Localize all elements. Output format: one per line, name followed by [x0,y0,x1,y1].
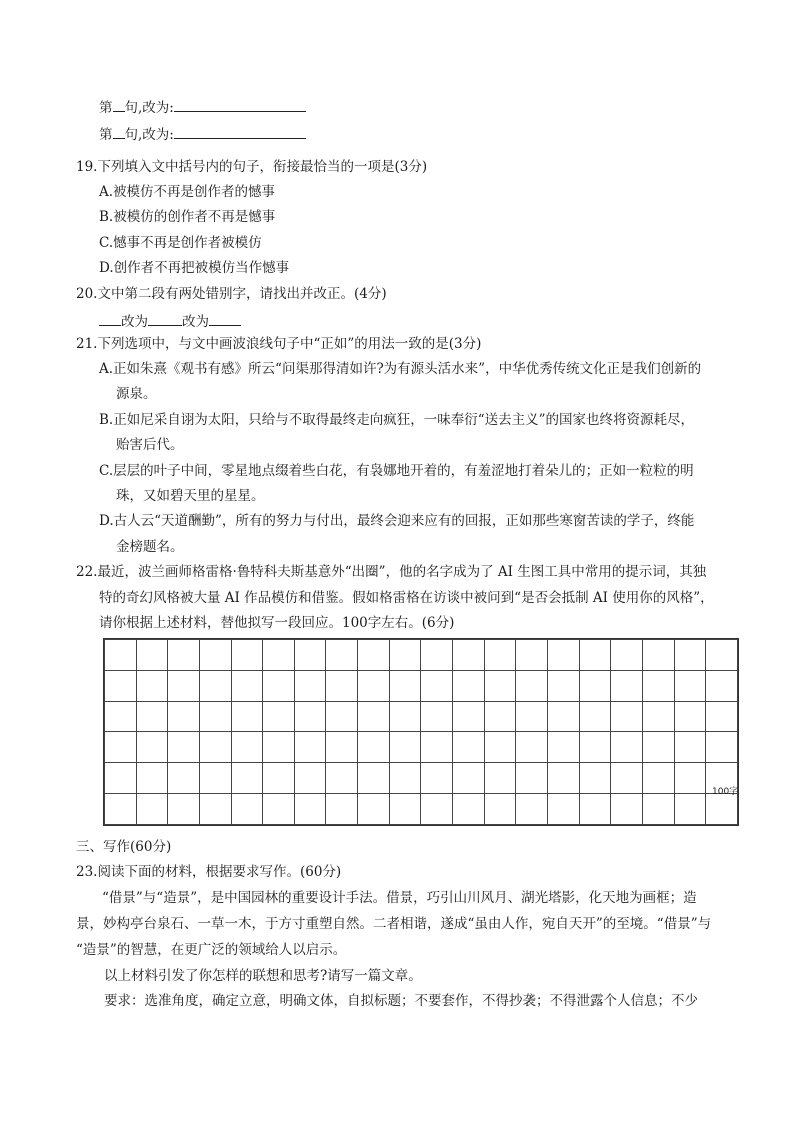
grid-cell[interactable] [516,732,548,763]
grid-cell[interactable] [358,763,390,794]
grid-cell[interactable] [358,640,390,671]
q23-material-line-3: “造景”的智慧，在更广泛的领域给人以启示。 [76,942,347,958]
grid-cell[interactable] [168,794,200,825]
grid-cell[interactable] [611,701,643,732]
blank[interactable] [174,124,306,139]
grid-cell[interactable] [453,763,485,794]
q19-option-a: A.被模仿不再是创作者的憾事 [99,184,276,200]
q19-option-b: B.被模仿的创作者不再是憾事 [99,209,276,225]
blank[interactable] [174,97,306,112]
grid-cell[interactable] [105,763,137,794]
grid-cell[interactable] [199,732,231,763]
grid-cell[interactable] [516,794,548,825]
grid-cell[interactable] [231,701,263,732]
grid-cell[interactable] [168,763,200,794]
grid-cell[interactable] [326,701,358,732]
grid-cell[interactable] [136,670,168,701]
grid-cell[interactable] [453,732,485,763]
grid-cell[interactable] [168,670,200,701]
blank[interactable] [209,311,241,326]
q21-option-d-cont: 金榜题名。 [116,539,184,555]
blank[interactable] [113,97,125,112]
grid-cell[interactable] [706,640,738,671]
blank[interactable] [99,311,121,326]
grid-cell[interactable] [516,763,548,794]
q23-prompt: 以上材料引发了你怎样的联想和思考?请写一篇文章。 [104,968,422,984]
grid-cell[interactable] [453,794,485,825]
grid-cell[interactable] [168,640,200,671]
grid-cell[interactable] [326,732,358,763]
grid-cell[interactable] [263,640,295,671]
q21-option-b-cont: 贻害后代。 [116,437,184,453]
grid-cell[interactable] [358,701,390,732]
grid-cell[interactable] [389,670,421,701]
grid-cell[interactable] [136,763,168,794]
grid-cell[interactable] [579,670,611,701]
grid-cell[interactable] [294,640,326,671]
grid-cell[interactable] [168,701,200,732]
grid-cell[interactable] [484,763,516,794]
grid-cell[interactable] [547,640,579,671]
grid-cell[interactable] [231,763,263,794]
q19-option-c: C.憾事不再是创作者被模仿 [99,235,262,251]
q19-stem: 19.下列填入文中括号内的句子，衔接最恰当的一项是(3分) [76,159,428,175]
grid-cell[interactable] [579,701,611,732]
q23-material-line-2: 景，妙构亭台泉石、一草一木，于方寸重塑自然。二者相谐，遂成“虽由人作，宛自天开”的至境。“借景”与 [76,916,712,932]
grid-cell[interactable] [642,670,674,701]
grid-cell[interactable] [136,794,168,825]
grid-cell[interactable] [105,640,137,671]
grid-cell[interactable] [421,763,453,794]
grid-cell[interactable] [484,701,516,732]
grid-cell[interactable] [453,640,485,671]
grid-cell[interactable] [294,670,326,701]
grid-cell[interactable] [358,732,390,763]
grid-cell[interactable] [516,640,548,671]
grid-cell[interactable] [453,670,485,701]
grid-cell[interactable] [105,794,137,825]
grid-cell[interactable] [547,670,579,701]
q20-stem: 20.文中第二段有两处错别字，请找出并改正。(4分) [76,286,387,302]
grid-cell[interactable] [263,794,295,825]
q22-stem-2: 特的奇幻风格被大量 AI 作品模仿和借鉴。假如格雷格在访谈中被问到“是否会抵制 AI 使用你的风格”， [99,590,714,606]
grid-cell[interactable] [389,701,421,732]
grid-cell[interactable] [389,763,421,794]
grid-cell[interactable] [706,732,738,763]
grid-cell[interactable] [547,763,579,794]
grid-row [105,794,738,825]
q19-option-d: D.创作者不再把被模仿当作憾事 [99,260,290,276]
grid-cell[interactable] [547,701,579,732]
grid-cell[interactable] [389,640,421,671]
grid-cell[interactable] [579,640,611,671]
grid-cell[interactable] [105,701,137,732]
q23-stem: 23.阅读下面的材料，根据要求写作。(60分) [76,864,342,880]
grid-cell[interactable] [358,794,390,825]
grid-cell[interactable] [263,763,295,794]
grid-cell[interactable] [294,732,326,763]
grid-cell[interactable] [199,640,231,671]
answer-line-1: 第 句,改为: [99,97,306,117]
answer-grid[interactable] [103,638,739,826]
grid-cell[interactable] [136,640,168,671]
grid-cell[interactable] [199,670,231,701]
grid-cell[interactable] [484,670,516,701]
grid-cell[interactable] [105,732,137,763]
grid-100-char-mark: 100字 [712,787,739,797]
grid-cell[interactable] [421,640,453,671]
grid-cell[interactable] [231,640,263,671]
grid-cell[interactable] [642,794,674,825]
q20-answer-line: 改为 改为 [99,311,241,331]
grid-cell[interactable] [294,701,326,732]
grid-cell[interactable] [326,794,358,825]
grid-cell[interactable] [199,794,231,825]
grid-cell[interactable] [674,701,706,732]
grid-cell[interactable] [674,732,706,763]
grid-cell[interactable] [263,732,295,763]
grid-cell[interactable] [263,701,295,732]
grid-cell[interactable] [136,732,168,763]
grid-row [105,670,738,701]
q21-option-c: C.层层的叶子中间，零星地点缀着些白花，有袅娜地开着的，有羞涩地打着朵儿的；正如一粒粒的明 [99,463,694,479]
grid-cell[interactable] [199,763,231,794]
blank[interactable] [113,124,125,139]
grid-cell[interactable] [326,670,358,701]
grid-cell[interactable] [105,670,137,701]
q23-requirements: 要求：选准角度，确定立意，明确文体，自拟标题；不要套作，不得抄袭；不得泄露个人信息；不少 [104,993,698,1009]
grid-cell[interactable] [611,763,643,794]
answer-grid-table[interactable] [104,639,738,825]
grid-cell[interactable] [358,670,390,701]
section-3-title: 三、写作(60分) [76,839,172,855]
grid-cell[interactable] [642,701,674,732]
grid-cell[interactable] [674,670,706,701]
grid-cell[interactable] [579,763,611,794]
q21-option-a-cont: 源泉。 [116,386,157,402]
grid-cell[interactable] [199,701,231,732]
grid-cell[interactable] [547,732,579,763]
grid-cell[interactable] [294,794,326,825]
grid-cell[interactable] [579,794,611,825]
grid-cell[interactable] [421,732,453,763]
q21-option-d: D.古人云“天道酬勤”，所有的努力与付出，最终会迎来应有的回报，正如那些寒窗苦读的学子，终能 [99,513,695,529]
grid-cell[interactable] [611,670,643,701]
grid-cell[interactable] [674,640,706,671]
grid-cell[interactable] [642,640,674,671]
q23-material-line-1: “借景”与“造景”，是中国园林的重要设计手法。借景，巧引山川风月、湖光塔影，化天地为画框；造 [102,890,697,906]
grid-cell[interactable] [294,763,326,794]
grid-cell[interactable] [168,732,200,763]
q21-option-c-cont: 珠，又如碧天里的星星。 [116,488,265,504]
grid-cell[interactable] [642,732,674,763]
grid-cell[interactable] [231,670,263,701]
grid-cell[interactable] [547,794,579,825]
grid-cell[interactable] [706,701,738,732]
q21-stem: 21.下列选项中，与文中画波浪线句子中“正如”的用法一致的是(3分) [76,336,482,352]
grid-cell[interactable] [136,701,168,732]
grid-cell[interactable] [706,794,738,825]
grid-cell[interactable] [611,640,643,671]
grid-cell[interactable] [421,794,453,825]
grid-cell[interactable] [389,732,421,763]
grid-cell[interactable] [674,794,706,825]
grid-cell[interactable] [611,732,643,763]
q21-option-b: B.正如尼采自诩为太阳，只给与不取得最终走向疯狂，一味奉衍“送去主义”的国家也终将资源耗尽， [99,412,695,428]
grid-cell[interactable] [706,670,738,701]
q22-stem-1: 22.最近，波兰画师格雷格·鲁特科夫斯基意外“出圈”，他的名字成为了 AI 生图工具中常用的提示词，其独 [76,564,707,580]
grid-cell[interactable] [484,794,516,825]
grid-cell[interactable] [453,701,485,732]
answer-line-2: 第 句,改为: [99,124,306,144]
grid-cell[interactable] [579,732,611,763]
grid-cell[interactable] [389,794,421,825]
blank[interactable] [148,311,182,326]
grid-cell[interactable] [516,670,548,701]
grid-cell[interactable] [326,640,358,671]
q22-stem-3: 请你根据上述材料，替他拟写一段回应。100字左右。(6分) [99,615,455,631]
grid-cell[interactable] [642,763,674,794]
grid-row [105,701,738,732]
grid-cell[interactable] [484,640,516,671]
grid-cell[interactable] [326,763,358,794]
grid-row [105,763,738,794]
grid-cell[interactable] [611,794,643,825]
grid-cell[interactable] [516,701,548,732]
grid-cell[interactable] [421,701,453,732]
q21-option-a: A.正如朱熹《观书有感》所云“问渠那得清如许?为有源头活水来”，中华优秀传统文化正是我们创新的 [99,361,702,377]
grid-cell[interactable] [421,670,453,701]
grid-row [105,640,738,671]
grid-row [105,732,738,763]
grid-cell[interactable] [263,670,295,701]
grid-cell[interactable] [674,763,706,794]
grid-cell[interactable] [231,794,263,825]
grid-cell[interactable] [484,732,516,763]
grid-cell[interactable] [231,732,263,763]
